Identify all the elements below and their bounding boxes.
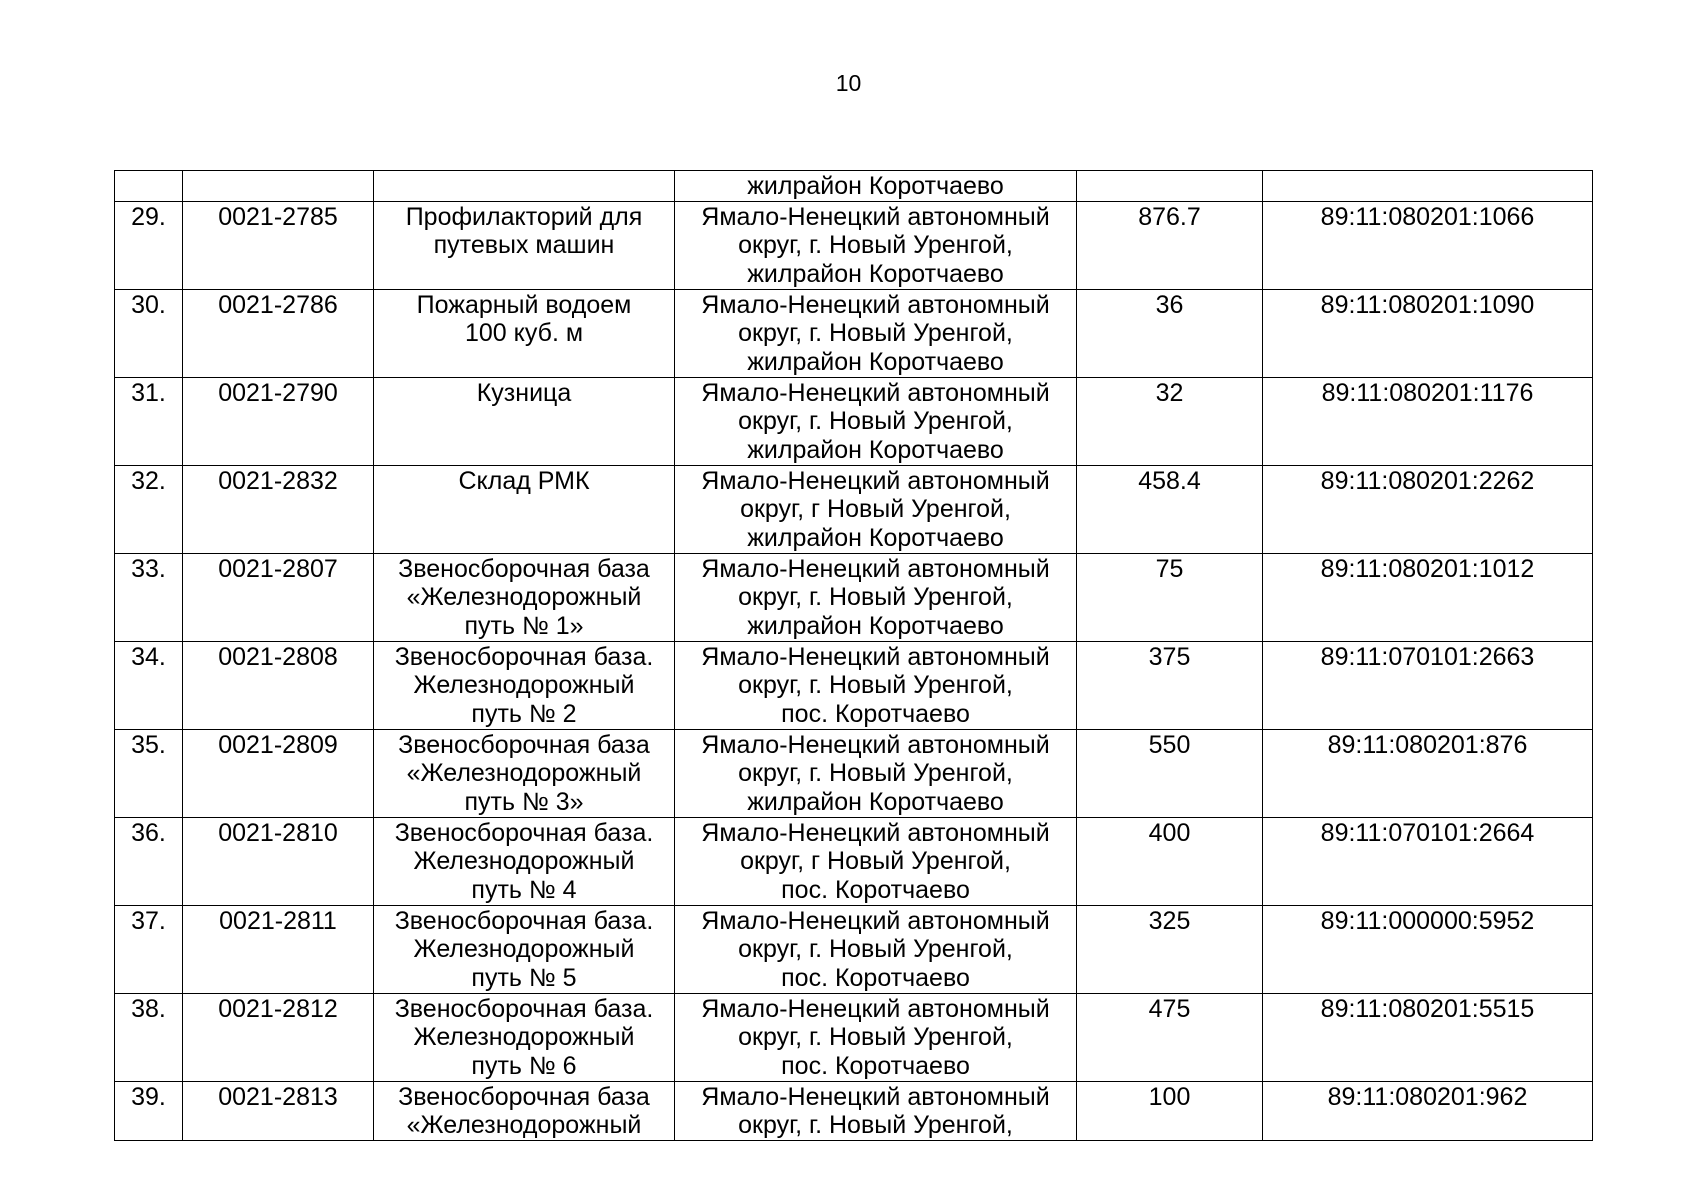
cell-address [675, 201, 1077, 289]
cell-name [374, 905, 675, 993]
address-line: округ, г. Новый Уренгой, [738, 1023, 1013, 1051]
cell-number: 39. [115, 1081, 183, 1140]
cell-name [374, 993, 675, 1081]
name-line: Железнодорожный [413, 935, 635, 963]
address-line: жилрайон Коротчаево [747, 523, 1004, 552]
address-line: Ямало-Ненецкий автономный [701, 202, 1050, 231]
address-line: Ямало-Ненецкий автономный [701, 994, 1050, 1023]
cell-code: 0021-2786 [183, 289, 374, 377]
cell-cadastral: 89:11:080201:5515 [1263, 993, 1593, 1081]
cell-area: 32 [1077, 377, 1263, 465]
cell-cadastral: 89:11:070101:2664 [1263, 817, 1593, 905]
address-line: жилрайон Коротчаево [747, 611, 1004, 640]
name-line: «Железнодорожный [406, 1111, 642, 1139]
cell-address [675, 377, 1077, 465]
name-line: Железнодорожный [413, 671, 635, 699]
cell-area: 475 [1077, 993, 1263, 1081]
address-line: округ, г. Новый Уренгой, [738, 583, 1013, 611]
cell-name [374, 201, 675, 289]
cell-code: 0021-2811 [183, 905, 374, 993]
cell-number: 38. [115, 993, 183, 1081]
cell-area: 550 [1077, 729, 1263, 817]
table-row [115, 1081, 1593, 1140]
address-line: Ямало-Ненецкий автономный [701, 1082, 1050, 1111]
address-line: Ямало-Ненецкий автономный [701, 466, 1050, 495]
cell-code: 0021-2832 [183, 465, 374, 553]
address-line: округ, г. Новый Уренгой, [738, 759, 1013, 787]
cell-number: 33. [115, 553, 183, 641]
address-line: округ, г. Новый Уренгой, [738, 319, 1013, 347]
address-line: округ, г. Новый Уренгой, [738, 935, 1013, 963]
address-line: жилрайон Коротчаево [747, 787, 1004, 816]
cell-name [374, 729, 675, 817]
address-line: жилрайон Коротчаево [747, 435, 1004, 464]
cell-number: 36. [115, 817, 183, 905]
address-line: пос. Коротчаево [781, 875, 970, 904]
name-line: путь № 4 [471, 875, 577, 904]
cell-name [374, 377, 675, 465]
cell-cadastral: 89:11:080201:876 [1263, 729, 1593, 817]
address-line: Ямало-Ненецкий автономный [701, 818, 1050, 847]
table-row [115, 553, 1593, 641]
address-line: пос. Коротчаево [781, 699, 970, 728]
cell-cadastral: 89:11:070101:2663 [1263, 641, 1593, 729]
name-line: путь № 3» [464, 787, 584, 816]
cell-code: 0021-2809 [183, 729, 374, 817]
cell-area: 325 [1077, 905, 1263, 993]
name-line: Звеносборочная база [398, 554, 650, 583]
cell-name [374, 171, 675, 202]
cell-cadastral: 89:11:080201:1012 [1263, 553, 1593, 641]
cell-area: 458.4 [1077, 465, 1263, 553]
cell-area [1077, 171, 1263, 202]
table-row-continuation [115, 171, 1593, 202]
name-line: Пожарный водоем [416, 290, 632, 319]
name-line: Кузница [476, 378, 572, 407]
name-line: «Железнодорожный [406, 759, 642, 787]
cell-code: 0021-2810 [183, 817, 374, 905]
cell-code: 0021-2812 [183, 993, 374, 1081]
address-line: Ямало-Ненецкий автономный [701, 378, 1050, 407]
cell-cadastral: 89:11:080201:1066 [1263, 201, 1593, 289]
cell-area: 75 [1077, 553, 1263, 641]
cell-code [183, 171, 374, 202]
address-line: Ямало-Ненецкий автономный [701, 906, 1050, 935]
page-number: 10 [835, 70, 862, 96]
cell-address [675, 1081, 1077, 1140]
name-line: Звеносборочная база [398, 1082, 650, 1111]
name-line: путь № 6 [471, 1051, 577, 1080]
cell-address [675, 553, 1077, 641]
address-line: пос. Коротчаево [781, 963, 970, 992]
cell-address [675, 817, 1077, 905]
cell-code: 0021-2807 [183, 553, 374, 641]
cell-number: 32. [115, 465, 183, 553]
address-line: округ, г. Новый Уренгой, [738, 231, 1013, 259]
property-table-body [115, 171, 1593, 1141]
name-line: 100 куб. м [464, 319, 584, 347]
table-row [115, 993, 1593, 1081]
cell-name [374, 465, 675, 553]
cell-cadastral [1263, 171, 1593, 202]
table-row [115, 729, 1593, 817]
cell-number: 34. [115, 641, 183, 729]
name-line: Звеносборочная база. [394, 642, 654, 671]
cell-code: 0021-2813 [183, 1081, 374, 1140]
cell-cadastral: 89:11:000000:5952 [1263, 905, 1593, 993]
cell-code: 0021-2790 [183, 377, 374, 465]
cell-name [374, 817, 675, 905]
address-line: Ямало-Ненецкий автономный [701, 554, 1050, 583]
name-line: путь № 5 [471, 963, 577, 992]
address-line: жилрайон Коротчаево [747, 259, 1004, 288]
cell-cadastral: 89:11:080201:1176 [1263, 377, 1593, 465]
cell-name [374, 1081, 675, 1140]
address-line: округ, г. Новый Уренгой, [738, 1111, 1013, 1139]
cell-cadastral: 89:11:080201:962 [1263, 1081, 1593, 1140]
name-line: путь № 2 [471, 699, 577, 728]
cell-address [675, 993, 1077, 1081]
cell-name [374, 289, 675, 377]
address-line: округ, г Новый Уренгой, [740, 847, 1011, 875]
cell-address [675, 465, 1077, 553]
table-row [115, 289, 1593, 377]
address-line: округ, г. Новый Уренгой, [738, 671, 1013, 699]
name-line: Склад РМК [458, 466, 590, 495]
cell-address [675, 171, 1077, 202]
address-line: Ямало-Ненецкий автономный [701, 730, 1050, 759]
name-line: «Железнодорожный [406, 583, 642, 611]
name-line: Звеносборочная база [398, 730, 650, 759]
cell-number [115, 171, 183, 202]
name-line: Звеносборочная база. [394, 906, 654, 935]
address-line: Ямало-Ненецкий автономный [701, 642, 1050, 671]
name-line: Железнодорожный [413, 1023, 635, 1051]
cell-address [675, 729, 1077, 817]
cell-area: 400 [1077, 817, 1263, 905]
name-line: Профилакторий для [405, 202, 643, 231]
name-line: Звеносборочная база. [394, 994, 654, 1023]
cell-code: 0021-2785 [183, 201, 374, 289]
address-line: жилрайон Коротчаево [747, 347, 1004, 376]
cell-area: 876.7 [1077, 201, 1263, 289]
cell-number: 37. [115, 905, 183, 993]
cell-address [675, 641, 1077, 729]
address-line: пос. Коротчаево [781, 1051, 970, 1080]
name-line: Звеносборочная база. [394, 818, 654, 847]
address-line: жилрайон Коротчаево [747, 172, 1004, 200]
name-line: путевых машин [433, 231, 615, 259]
table-row [115, 641, 1593, 729]
cell-number: 30. [115, 289, 183, 377]
cell-area: 375 [1077, 641, 1263, 729]
property-table [114, 170, 1593, 1141]
cell-address [675, 289, 1077, 377]
cell-number: 29. [115, 201, 183, 289]
cell-area: 36 [1077, 289, 1263, 377]
address-line: Ямало-Ненецкий автономный [701, 290, 1050, 319]
cell-cadastral: 89:11:080201:2262 [1263, 465, 1593, 553]
table-row [115, 817, 1593, 905]
name-line: путь № 1» [464, 611, 584, 640]
cell-number: 31. [115, 377, 183, 465]
cell-number: 35. [115, 729, 183, 817]
cell-address [675, 905, 1077, 993]
table-row [115, 377, 1593, 465]
cell-name [374, 641, 675, 729]
address-line: округ, г Новый Уренгой, [740, 495, 1011, 523]
cell-area: 100 [1077, 1081, 1263, 1140]
table-row [115, 201, 1593, 289]
table-row [115, 905, 1593, 993]
address-line: округ, г. Новый Уренгой, [738, 407, 1013, 435]
cell-name [374, 553, 675, 641]
name-line: Железнодорожный [413, 847, 635, 875]
table-row [115, 465, 1593, 553]
cell-cadastral: 89:11:080201:1090 [1263, 289, 1593, 377]
cell-code: 0021-2808 [183, 641, 374, 729]
